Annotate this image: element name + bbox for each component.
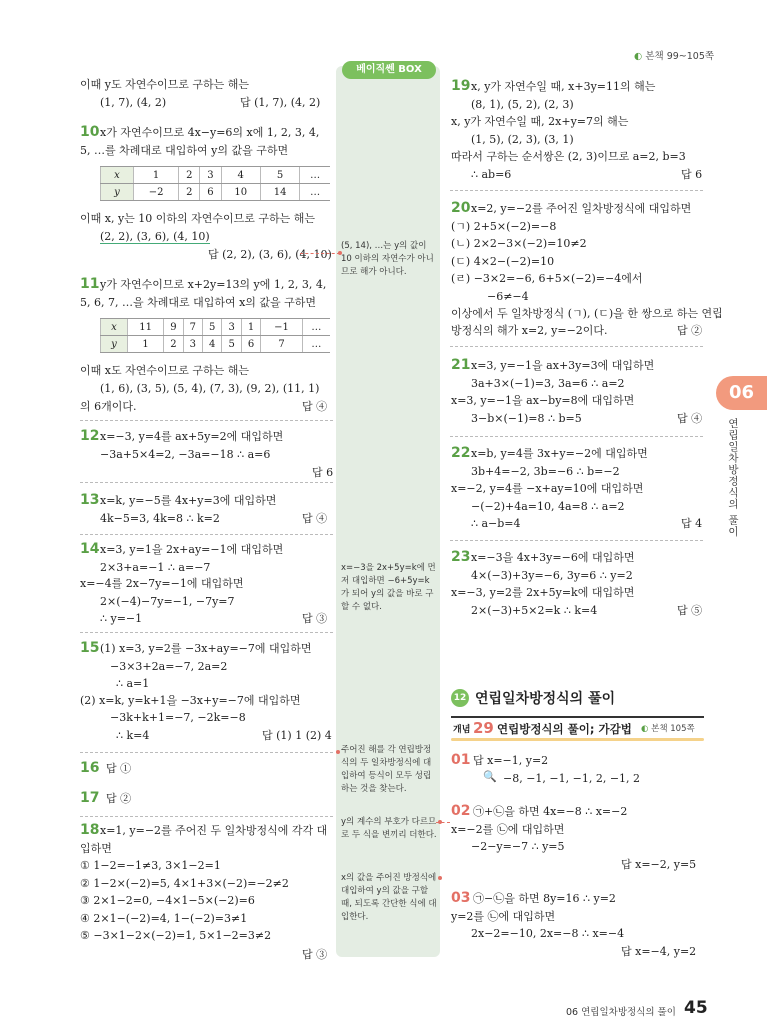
answer: 답 x=−2, y=5 bbox=[621, 858, 697, 871]
problem-16 bbox=[80, 760, 330, 778]
divider bbox=[80, 816, 333, 817]
problem-number: 18 bbox=[80, 822, 100, 838]
note-dot bbox=[438, 820, 442, 824]
concept-number: 29 bbox=[473, 719, 494, 737]
problem-12: 12 x=−3, y=4를 ax+5y=2에 대입하면 −3a+5×4=2, −3a=−18 ∴ a=6 답 6 bbox=[80, 428, 334, 479]
answer: 답 x=−1, y=2 bbox=[473, 754, 549, 767]
problem-number: 21 bbox=[451, 357, 471, 373]
note-dot bbox=[336, 750, 340, 754]
divider bbox=[80, 752, 333, 753]
box-note: y의 계수의 부호가 다르므로 두 식을 변끼리 더한다. bbox=[341, 817, 437, 840]
divider bbox=[450, 540, 703, 541]
answer: 답 ② bbox=[677, 324, 703, 337]
value-table: x 11 9 7 5 3 1 −1 … y 1 2 3 4 5 6 7 … bbox=[100, 318, 330, 353]
answer: 답 4 bbox=[681, 517, 703, 530]
box-note: (5, 14), …는 y의 값이 10 이하의 자연수가 아니므로 해가 아니다. bbox=[341, 241, 434, 277]
answer: 답 (1, 7), (4, 2) bbox=[240, 96, 321, 109]
book-icon: ◐ bbox=[641, 724, 649, 734]
problem-number: 19 bbox=[451, 78, 471, 94]
answer: 답 ④ bbox=[302, 400, 328, 413]
problem-19: 19 x, y가 자연수일 때, x+3y=11의 해는 (8, 1), (5, 2), (2, 3) x, y가 자연수일 때, 2x+y=7의 해는 (1, 5), (2, 3), (3, 1) 따라서 구하는 순서쌍은 (2, 3)이므로 a=2, b=3 ∴ ab=6 답 6 bbox=[451, 78, 703, 181]
problem-18: 18 x=1, y=−2를 주어진 두 일차방정식에 각각 대 입하면 ① 1−2=−1≠3, 3×1−2=1 ② 1−2×(−2)=5, 4×1+3×(−2)=−2≠2 ③ 2×1−2=0, −4×1−5×(−2)=6 ④ 2×1−(−2)=4, 1−(−2)=3≠1 ⑤ −3×1−2×(−2)=1, 5×1−2=3≠2 답 ③ bbox=[80, 822, 328, 961]
answer: 답 6 bbox=[312, 466, 334, 479]
problem-number: 13 bbox=[80, 492, 100, 508]
problem-number: 10 bbox=[80, 124, 100, 140]
box-note: x의 값을 주어진 방정식에 대입하여 y의 값을 구할 때, 되도록 간단한 식에 대입한다. bbox=[341, 873, 437, 922]
problem-11: 11 y가 자연수이므로 x+2y=13의 y에 1, 2, 3, 4, 5, 6, 7, …을 차례대로 대입하여 x의 값을 구하면 x 11 9 7 5 3 1 −1 … y 1 2 3 4 5 6 7 … 이때 x도 자연수이므로 구하는 해는 (1, 6), (3, 5), (5, 4), (7, 3), (9, 2), (11, 1) 의 6개이다. 답 ④ bbox=[80, 276, 330, 416]
problem-number: 16 bbox=[80, 760, 100, 776]
note-dot bbox=[438, 876, 442, 880]
answer: 답 ② bbox=[106, 792, 132, 805]
problem-number: 15 bbox=[80, 640, 100, 656]
concept-label: 개념 bbox=[453, 725, 471, 735]
section-title: 연립일차방정식의 풀이 bbox=[475, 691, 616, 707]
problem-14: 14 x=3, y=1을 2x+ay=−1에 대입하면 2×3+a=−1 ∴ a=−7 x=−4를 2x−7y=−1에 대입하면 2×(−4)−7y=−1, −7y=7 ∴ y=−1 답 ③ bbox=[80, 541, 328, 625]
concept-ref: ◐ 본책 105쪽 bbox=[641, 724, 695, 734]
problem-number: 12 bbox=[80, 428, 100, 444]
problem-number: 23 bbox=[451, 549, 471, 565]
note-connector bbox=[300, 253, 340, 254]
answer: 답 6 bbox=[681, 168, 703, 181]
header-ref: ◐ 본책 99~105쪽 bbox=[634, 51, 715, 62]
answer: 답 ③ bbox=[302, 948, 328, 961]
problem-number: 20 bbox=[451, 200, 471, 216]
problem-17 bbox=[80, 790, 330, 808]
problem-number: 17 bbox=[80, 790, 100, 806]
divider bbox=[80, 534, 333, 535]
magnifier-icon: 🔍 bbox=[483, 770, 497, 783]
box-note: x=−3을 2x+5y=k에 먼저 대입하면 −6+5y=k가 되어 y의 값을 바로 구할 수 없다. bbox=[341, 563, 436, 612]
book-icon: ◐ bbox=[634, 51, 643, 62]
footer-label: 06 연립일차방정식의 풀이 bbox=[566, 1007, 676, 1018]
answer: 답 ⑤ bbox=[677, 604, 703, 617]
answer: 답 ④ bbox=[677, 412, 703, 425]
problem-number: 14 bbox=[80, 541, 100, 557]
answer: 답 (1) 1 (2) 4 bbox=[262, 729, 332, 742]
problem-23: 23 x=−3을 4x+3y=−6에 대입하면 4×(−3)+3y=−6, 3y=6 ∴ y=2 x=−3, y=2를 2x+5y=k에 대입하면 2×(−3)+5×2=k ∴ k=4 답 ⑤ bbox=[451, 549, 703, 617]
concept-bar bbox=[451, 716, 704, 740]
problem-13: 13 x=k, y=−5를 4x+y=3에 대입하면 4k−5=3, 4k=8 ∴ k=2 답 ④ bbox=[80, 492, 328, 525]
answer: 답 ③ bbox=[302, 612, 328, 625]
problem-22: 22 x=b, y=4를 3x+y=−2에 대입하면 3b+4=−2, 3b=−6 ∴ b=−2 x=−2, y=4를 −x+ay=10에 대입하면 −(−2)+4a=10, 4a=8 ∴ a=2 ∴ a−b=4 답 4 bbox=[451, 445, 703, 530]
concept-title: 연립방정식의 풀이; 가감법 bbox=[497, 722, 632, 736]
concept-problem-03: 03 ㉠−㉡을 하면 8y=16 ∴ y=2 y=2를 ㉡에 대입하면 2x−2=−10, 2x=−8 ∴ x=−4 답 x=−4, y=2 bbox=[451, 890, 697, 958]
answer: 답 x=−4, y=2 bbox=[621, 945, 697, 958]
problem-number: 11 bbox=[80, 276, 100, 292]
divider bbox=[450, 190, 703, 191]
divider bbox=[450, 346, 703, 347]
divider bbox=[450, 436, 703, 437]
divider bbox=[80, 482, 333, 483]
concept-problem-02: 02 ㉠+㉡을 하면 4x=−8 ∴ x=−2 x=−2를 ㉡에 대입하면 −2−y=−7 ∴ y=5 답 x=−2, y=5 bbox=[451, 803, 697, 871]
answer: 답 ④ bbox=[302, 512, 328, 525]
chapter-title-vertical: 연립일차방정식의 풀이 bbox=[727, 418, 739, 538]
problem-10: 10 x가 자연수이므로 4x−y=6의 x에 1, 2, 3, 4, 5, …를 차례대로 대입하여 y의 값을 구하면 x 1 2 3 4 5 … y −2 2 6 10 14 … 이때 x, y는 10 이하의 자연수이므로 구하는 해는 (2, 2), (3, 6), (4, 10) 답 (2, 2), (3, 6), (4, 10) bbox=[80, 124, 332, 261]
divider bbox=[80, 420, 333, 421]
box-tag: 베이직쎈 BOX bbox=[342, 61, 436, 79]
answer: 답 (2, 2), (3, 6), (4, 10) bbox=[208, 248, 332, 261]
problem-number: 01 bbox=[451, 752, 471, 768]
problem-20: 20 x=2, y=−2를 주어진 일차방정식에 대입하면 (ㄱ) 2+5×(−2)=−8 (ㄴ) 2×2−3×(−2)=10≠2 (ㄷ) 4×2−(−2)=10 (ㄹ) −3×2=−6, 6+5×(−2)=−4에서 −6≠−4 이상에서 두 일차방정식 (ㄱ), (ㄷ)을 한 쌍으로 하는 연립 방정식의 해가 x=2, y=−2이다. 답 ② bbox=[451, 200, 723, 337]
box-note: 주어진 해를 각 연립방정식의 두 일차방정식에 대입하여 등식이 모두 성립하는 것을 찾는다. bbox=[341, 745, 432, 794]
problem-21: 21 x=3, y=−1을 ax+3y=3에 대입하면 3a+3×(−1)=3, 3a=6 ∴ a=2 x=3, y=−1을 ax−by=8에 대입하면 3−b×(−1)=8 ∴ b=5 답 ④ bbox=[451, 357, 703, 425]
section-badge: 12 bbox=[451, 689, 469, 707]
page-number: 45 bbox=[684, 998, 708, 1018]
problem-number: 02 bbox=[451, 803, 471, 819]
answer: 답 ① bbox=[106, 762, 132, 775]
divider bbox=[80, 632, 333, 633]
problem-number: 03 bbox=[451, 890, 471, 906]
pre-block: 이때 y도 자연수이므로 구하는 해는 (1, 7), (4, 2) 답 (1, 7), (4, 2) bbox=[80, 78, 321, 109]
problem-15: 15 (1) x=3, y=2를 −3x+ay=−7에 대입하면 −3×3+2a=−7, 2a=2 ∴ a=1 (2) x=k, y=k+1을 −3x+y=−7에 대입하면 −3k+k+1=−7, −2k=−8 ∴ k=4 답 (1) 1 (2) 4 bbox=[80, 640, 332, 742]
value-table: x 1 2 3 4 5 … y −2 2 6 10 14 … bbox=[100, 166, 330, 201]
problem-number: 22 bbox=[451, 445, 471, 461]
chapter-tab[interactable]: 06 bbox=[716, 376, 767, 410]
concept-problem-01: 01 답 x=−1, y=2 🔍 −8, −1, −1, −1, 2, −1, 2 bbox=[451, 752, 641, 785]
